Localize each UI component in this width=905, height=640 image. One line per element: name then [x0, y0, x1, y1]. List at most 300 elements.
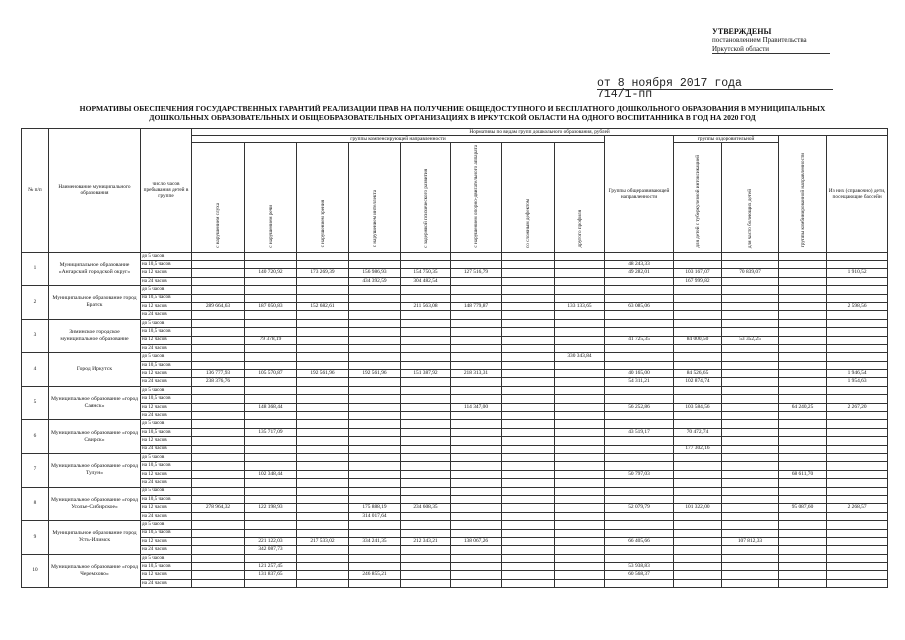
- norm-value-cell: [245, 286, 297, 294]
- approval-block: [712, 28, 830, 54]
- norm-value-cell: [401, 353, 451, 361]
- norm-value-cell: [779, 579, 827, 587]
- norm-value-cell: [722, 328, 779, 336]
- norm-value-cell: [605, 286, 674, 294]
- norm-value-cell: [502, 386, 555, 394]
- period-type: на 24 часов: [141, 579, 192, 587]
- period-type: на 10,5 часов: [141, 261, 192, 269]
- norm-value-cell: [245, 412, 297, 420]
- header-hearing-label: с нарушением слуха: [215, 202, 221, 248]
- table-row: [22, 269, 888, 277]
- norm-value-cell: [245, 495, 297, 503]
- norm-value-cell: [349, 495, 401, 503]
- norm-value-cell: [605, 252, 674, 260]
- table-row: [22, 571, 888, 579]
- norm-value-cell: [401, 462, 451, 470]
- period-type: на 24 часов: [141, 277, 192, 285]
- norm-value-cell: [297, 277, 349, 285]
- table-row: [22, 261, 888, 269]
- norm-value-cell: [192, 428, 245, 436]
- norm-value-cell: [674, 512, 722, 520]
- norm-value-cell: [779, 453, 827, 461]
- norm-value-cell: [605, 353, 674, 361]
- norm-value-cell: [297, 428, 349, 436]
- norm-value-cell: [297, 328, 349, 336]
- norm-value-cell: [297, 445, 349, 453]
- norm-value-cell: [674, 252, 722, 260]
- header-num: № п/п: [22, 129, 49, 253]
- table-row: [22, 336, 888, 344]
- norm-value-cell: [349, 395, 401, 403]
- norm-value-cell: [674, 302, 722, 310]
- norm-value-cell: [192, 487, 245, 495]
- norm-value-cell: [827, 571, 888, 579]
- norm-value-cell: [349, 403, 401, 411]
- norm-value-cell: [722, 294, 779, 302]
- norm-value-cell: [349, 445, 401, 453]
- norm-value-cell: [722, 361, 779, 369]
- norm-value-cell: 70 839,07: [722, 269, 779, 277]
- norm-value-cell: [555, 319, 605, 327]
- norm-value-cell: [827, 495, 888, 503]
- norm-value-cell: [605, 311, 674, 319]
- norm-value-cell: [401, 571, 451, 579]
- norm-value-cell: [192, 479, 245, 487]
- header-complex: [502, 143, 555, 253]
- norm-value-cell: [722, 386, 779, 394]
- header-delay: [401, 143, 451, 253]
- norm-value-cell: [349, 554, 401, 562]
- norm-value-cell: [779, 261, 827, 269]
- norm-value-cell: [245, 462, 297, 470]
- norm-value-cell: [555, 361, 605, 369]
- norm-value-cell: 187 050,83: [245, 302, 297, 310]
- norm-value-cell: [192, 286, 245, 294]
- norm-value-cell: [502, 571, 555, 579]
- norm-value-cell: 52 079,79: [605, 504, 674, 512]
- norm-value-cell: [401, 487, 451, 495]
- norm-value-cell: [779, 294, 827, 302]
- norm-value-cell: [401, 479, 451, 487]
- norm-value-cell: 136 777,93: [192, 370, 245, 378]
- norm-value-cell: [502, 412, 555, 420]
- norm-value-cell: [827, 487, 888, 495]
- norm-value-cell: [192, 470, 245, 478]
- norm-value-cell: [605, 462, 674, 470]
- norm-value-cell: [674, 412, 722, 420]
- norm-value-cell: [555, 403, 605, 411]
- norm-value-cell: [502, 294, 555, 302]
- norm-value-cell: [779, 252, 827, 260]
- norm-value-cell: [297, 546, 349, 554]
- norm-value-cell: [555, 529, 605, 537]
- norm-value-cell: [192, 328, 245, 336]
- norm-value-cell: [827, 420, 888, 428]
- norm-value-cell: [349, 579, 401, 587]
- norm-value-cell: [555, 470, 605, 478]
- norm-value-cell: [297, 361, 349, 369]
- table-row: [22, 504, 888, 512]
- norm-value-cell: [349, 336, 401, 344]
- norm-value-cell: 148 368,44: [245, 403, 297, 411]
- table-row: [22, 529, 888, 537]
- table-row: [22, 445, 888, 453]
- norm-value-cell: [674, 353, 722, 361]
- norm-value-cell: [605, 294, 674, 302]
- norm-value-cell: [401, 563, 451, 571]
- norm-value-cell: [297, 470, 349, 478]
- norm-value-cell: [401, 386, 451, 394]
- norm-value-cell: [555, 420, 605, 428]
- norm-value-cell: [192, 311, 245, 319]
- norm-value-cell: [502, 504, 555, 512]
- norm-value-cell: [245, 353, 297, 361]
- approval-heading: УТВЕРЖДЕНЫ: [712, 27, 772, 36]
- header-speech-label: с нарушением речи: [267, 204, 274, 248]
- norm-value-cell: [451, 386, 502, 394]
- period-type: на 12 часов: [141, 470, 192, 478]
- norm-value-cell: [245, 261, 297, 269]
- norm-value-cell: [674, 420, 722, 428]
- norms-table: [21, 128, 888, 588]
- norm-value-cell: [555, 504, 605, 512]
- norm-value-cell: [245, 529, 297, 537]
- norm-value-cell: [502, 261, 555, 269]
- norm-value-cell: [192, 571, 245, 579]
- norm-value-cell: [192, 252, 245, 260]
- norm-value-cell: [605, 412, 674, 420]
- norm-value-cell: [722, 395, 779, 403]
- norm-value-cell: 60 568,37: [605, 571, 674, 579]
- norm-value-cell: [722, 521, 779, 529]
- norm-value-cell: 156 986,93: [349, 269, 401, 277]
- norm-value-cell: [245, 479, 297, 487]
- header-other-label: другого профиля: [576, 210, 583, 248]
- norm-value-cell: [245, 395, 297, 403]
- norm-value-cell: [349, 479, 401, 487]
- norm-value-cell: [349, 294, 401, 302]
- norm-value-cell: [297, 294, 349, 302]
- norm-value-cell: [401, 378, 451, 386]
- norm-value-cell: [192, 453, 245, 461]
- period-type: на 10,5 часов: [141, 361, 192, 369]
- header-intellect: [349, 143, 401, 253]
- norm-value-cell: [401, 319, 451, 327]
- norm-value-cell: [245, 445, 297, 453]
- period-type: до 5 часов: [141, 487, 192, 495]
- norm-value-cell: [502, 554, 555, 562]
- norm-value-cell: [349, 428, 401, 436]
- norm-value-cell: [674, 395, 722, 403]
- norm-value-cell: [827, 386, 888, 394]
- norm-value-cell: [722, 546, 779, 554]
- norm-value-cell: [555, 395, 605, 403]
- norm-value-cell: [297, 319, 349, 327]
- header-tuberculosis: [674, 143, 722, 253]
- title-line-1: НОРМАТИВЫ ОБЕСПЕЧЕНИЯ ГОСУДАРСТВЕННЫХ ГАРАНТИЙ РЕАЛИЗАЦИИ ПРАВ НА ПОЛУЧЕНИЕ ОБЩЕДОСТУПНОГО И БЕСПЛАТНОГО ДОШКОЛЬНОГО ОБРАЗОВАНИЯ В МУНИЦИПАЛЬНЫХ: [79, 104, 826, 113]
- norm-value-cell: [297, 571, 349, 579]
- period-type: на 10,5 часов: [141, 328, 192, 336]
- norm-value-cell: [451, 336, 502, 344]
- norm-value-cell: [451, 277, 502, 285]
- norm-value-cell: [722, 504, 779, 512]
- norm-value-cell: [605, 529, 674, 537]
- norm-value-cell: 289 664,63: [192, 302, 245, 310]
- norm-value-cell: 2 267,20: [827, 403, 888, 411]
- norm-value-cell: [605, 521, 674, 529]
- norm-value-cell: 135 717,09: [245, 428, 297, 436]
- norm-value-cell: [297, 529, 349, 537]
- norm-value-cell: [779, 277, 827, 285]
- norm-value-cell: [605, 437, 674, 445]
- header-health: группы оздоровительной: [674, 136, 779, 143]
- norm-value-cell: [555, 252, 605, 260]
- norm-value-cell: [451, 504, 502, 512]
- norm-value-cell: [451, 319, 502, 327]
- norm-value-cell: [192, 386, 245, 394]
- period-type: до 5 часов: [141, 521, 192, 529]
- norm-value-cell: 221 122,03: [245, 537, 297, 545]
- norm-value-cell: [502, 437, 555, 445]
- norm-value-cell: [722, 319, 779, 327]
- norm-value-cell: 49 282,01: [605, 269, 674, 277]
- norm-value-cell: [245, 294, 297, 302]
- norm-value-cell: [779, 445, 827, 453]
- norm-value-cell: [722, 579, 779, 587]
- header-compensating: группы компенсирующей направленности: [192, 136, 605, 143]
- table-row: [22, 579, 888, 587]
- norm-value-cell: [605, 554, 674, 562]
- table-row: [22, 370, 888, 378]
- period-type: до 5 часов: [141, 353, 192, 361]
- norm-value-cell: [451, 487, 502, 495]
- row-number: 6: [22, 420, 49, 454]
- header-pool: [827, 136, 888, 253]
- norm-value-cell: [401, 261, 451, 269]
- norm-value-cell: 103 584,56: [674, 403, 722, 411]
- norm-value-cell: [297, 261, 349, 269]
- norm-value-cell: 43 519,17: [605, 428, 674, 436]
- norm-value-cell: [722, 420, 779, 428]
- norm-value-cell: [502, 252, 555, 260]
- norm-value-cell: [349, 521, 401, 529]
- norm-value-cell: [192, 462, 245, 470]
- norm-value-cell: 105 570,87: [245, 370, 297, 378]
- norm-value-cell: 1 910,52: [827, 269, 888, 277]
- decree-number: 714/1-пп: [597, 88, 653, 101]
- municipality-name: Муниципальное образование «город Усолье-Сибирское»: [49, 487, 141, 521]
- norm-value-cell: [451, 521, 502, 529]
- row-number: 10: [22, 554, 49, 588]
- norm-value-cell: [297, 412, 349, 420]
- norm-value-cell: [297, 311, 349, 319]
- norm-value-cell: [779, 495, 827, 503]
- header-general: [605, 136, 674, 253]
- norm-value-cell: [674, 386, 722, 394]
- norm-value-cell: [502, 462, 555, 470]
- norm-value-cell: [451, 361, 502, 369]
- norm-value-cell: [779, 319, 827, 327]
- norm-value-cell: 121 257,45: [245, 563, 297, 571]
- norm-value-cell: [722, 261, 779, 269]
- norm-value-cell: [674, 470, 722, 478]
- norm-value-cell: [401, 495, 451, 503]
- norm-value-cell: 41 725,35: [605, 336, 674, 344]
- decree-underline: [597, 89, 833, 90]
- norm-value-cell: [245, 437, 297, 445]
- norm-value-cell: [192, 395, 245, 403]
- norm-value-cell: [245, 344, 297, 352]
- table-row: [22, 311, 888, 319]
- row-number: 9: [22, 521, 49, 555]
- municipality-name: Муниципальное образование «город Саянск»: [49, 386, 141, 420]
- norm-value-cell: [349, 252, 401, 260]
- norm-value-cell: [722, 311, 779, 319]
- header-other: [555, 143, 605, 253]
- norm-value-cell: 151 387,92: [401, 370, 451, 378]
- norm-value-cell: [827, 328, 888, 336]
- norm-value-cell: [502, 403, 555, 411]
- norm-value-cell: 140 720,92: [245, 269, 297, 277]
- period-type: до 5 часов: [141, 252, 192, 260]
- norm-value-cell: [722, 403, 779, 411]
- norm-value-cell: [349, 487, 401, 495]
- norm-value-cell: [779, 479, 827, 487]
- period-type: на 24 часов: [141, 344, 192, 352]
- period-type: до 5 часов: [141, 420, 192, 428]
- norm-value-cell: [451, 529, 502, 537]
- period-type: на 10,5 часов: [141, 495, 192, 503]
- norm-value-cell: [502, 512, 555, 520]
- norm-value-cell: [349, 286, 401, 294]
- norm-value-cell: [605, 487, 674, 495]
- norm-value-cell: [502, 319, 555, 327]
- norm-value-cell: [297, 437, 349, 445]
- norm-value-cell: [192, 277, 245, 285]
- norm-value-cell: [605, 445, 674, 453]
- norm-value-cell: [555, 344, 605, 352]
- period-type: до 5 часов: [141, 286, 192, 294]
- norm-value-cell: [297, 521, 349, 529]
- table-row: [22, 554, 888, 562]
- norm-value-cell: [245, 453, 297, 461]
- header-combined: [779, 136, 827, 253]
- decree-stamp: [597, 78, 742, 100]
- norm-value-cell: [555, 563, 605, 571]
- norm-value-cell: [555, 462, 605, 470]
- norm-value-cell: [245, 378, 297, 386]
- norm-value-cell: 238 376,76: [192, 378, 245, 386]
- norm-value-cell: 133 133,65: [555, 302, 605, 310]
- norm-value-cell: [674, 521, 722, 529]
- norm-value-cell: [674, 328, 722, 336]
- norm-value-cell: [502, 353, 555, 361]
- norm-value-cell: 342 087,73: [245, 546, 297, 554]
- norm-value-cell: [192, 563, 245, 571]
- norm-value-cell: [722, 470, 779, 478]
- norm-value-cell: [555, 386, 605, 394]
- norm-value-cell: [605, 495, 674, 503]
- table-row: [22, 302, 888, 310]
- norm-value-cell: 53 352,25: [722, 336, 779, 344]
- norm-value-cell: [779, 537, 827, 545]
- header-tuberculosis-label: для детей с туберкулезной интоксикацией: [694, 154, 701, 248]
- norm-value-cell: 50 797,03: [605, 470, 674, 478]
- norm-value-cell: [297, 386, 349, 394]
- norm-value-cell: [674, 563, 722, 571]
- period-type: до 5 часов: [141, 554, 192, 562]
- norm-value-cell: [502, 277, 555, 285]
- norm-value-cell: [605, 479, 674, 487]
- norm-value-cell: [827, 537, 888, 545]
- norm-value-cell: [827, 512, 888, 520]
- norm-value-cell: [555, 537, 605, 545]
- norm-value-cell: [779, 487, 827, 495]
- norm-value-cell: [722, 479, 779, 487]
- norm-value-cell: [451, 412, 502, 420]
- norm-value-cell: [605, 395, 674, 403]
- norm-value-cell: [297, 378, 349, 386]
- norm-value-cell: [674, 311, 722, 319]
- norm-value-cell: [297, 395, 349, 403]
- norm-value-cell: [401, 512, 451, 520]
- norm-value-cell: [674, 479, 722, 487]
- norm-value-cell: [192, 361, 245, 369]
- norm-value-cell: 64 240,25: [779, 403, 827, 411]
- norm-value-cell: [779, 311, 827, 319]
- period-type: на 24 часов: [141, 378, 192, 386]
- norm-value-cell: [349, 311, 401, 319]
- norm-value-cell: [192, 319, 245, 327]
- norm-value-cell: 138 067,26: [451, 537, 502, 545]
- row-number: 2: [22, 286, 49, 320]
- table-row: [22, 437, 888, 445]
- norm-value-cell: [555, 487, 605, 495]
- norm-value-cell: 102 348,44: [245, 470, 297, 478]
- norm-value-cell: [451, 353, 502, 361]
- norm-value-cell: [827, 428, 888, 436]
- norm-value-cell: [451, 311, 502, 319]
- title-line-2: ДОШКОЛЬНЫХ ОБРАЗОВАТЕЛЬНЫХ И ОБЩЕОБРАЗОВАТЕЛЬНЫХ ОРГАНИЗАЦИЯХ В ИРКУТСКОЙ ОБЛАСТИ НА ОДНОГО ВОСПИТАННИКА В ГОД НА 2020 ГОД: [149, 113, 756, 123]
- norm-value-cell: [722, 378, 779, 386]
- norm-value-cell: 48 243,33: [605, 261, 674, 269]
- norm-value-cell: [555, 261, 605, 269]
- norm-value-cell: 148 779,87: [451, 302, 502, 310]
- table-row: [22, 378, 888, 386]
- norm-value-cell: [827, 286, 888, 294]
- norm-value-cell: [245, 521, 297, 529]
- norm-value-cell: [827, 344, 888, 352]
- norm-value-cell: [674, 537, 722, 545]
- norm-value-cell: [674, 453, 722, 461]
- norm-value-cell: [297, 479, 349, 487]
- approval-line-2: Иркутской области: [712, 44, 770, 53]
- norm-value-cell: [349, 529, 401, 537]
- norm-value-cell: [827, 462, 888, 470]
- norm-value-cell: [451, 479, 502, 487]
- norm-value-cell: [722, 412, 779, 420]
- norm-value-cell: [555, 269, 605, 277]
- table-row: [22, 395, 888, 403]
- period-type: на 12 часов: [141, 403, 192, 411]
- norm-value-cell: [779, 512, 827, 520]
- norm-value-cell: [192, 529, 245, 537]
- norm-value-cell: 211 563,08: [401, 302, 451, 310]
- norm-value-cell: [401, 437, 451, 445]
- norm-value-cell: 152 682,61: [297, 302, 349, 310]
- norm-value-cell: [722, 252, 779, 260]
- norm-value-cell: [401, 286, 451, 294]
